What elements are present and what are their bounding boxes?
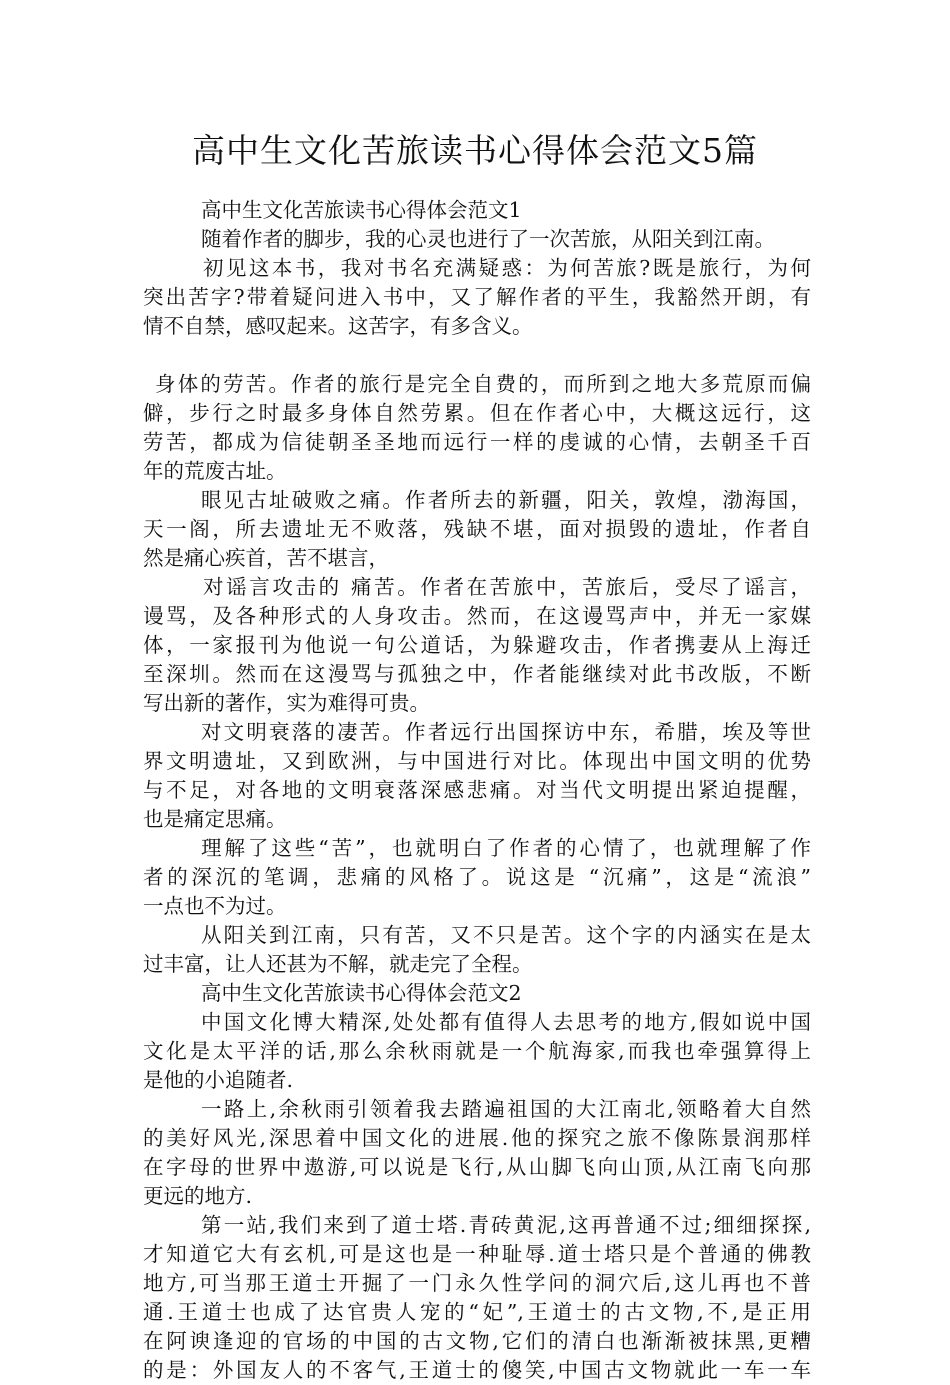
text-line: 在字母的世界中遨游,可以说是飞行,从山脚飞向山顶,从江南飞向那 <box>143 1155 811 1179</box>
text-line: 与不足，对各地的文明衰落深感悲痛。对当代文明提出紧迫提醒， <box>143 778 811 802</box>
text-line: 的美好风光,深思着中国文化的进展.他的探究之旅不像陈景润那样 <box>143 1126 811 1150</box>
text-line: 体，一家报刊为他说一句公道话，为躲避攻击，作者携妻从上海迁 <box>143 633 811 657</box>
blank-line <box>143 341 811 370</box>
text-line: 是他的小追随者. <box>143 1068 294 1092</box>
text-line: 的是：外国友人的不客气,王道士的傻笑,中国古文物就此一车一车 <box>143 1358 811 1382</box>
text-line: 才知道它大有玄机,可是这也是一种耻辱.道士塔只是个普通的佛教 <box>143 1242 811 1266</box>
text-line: 至深圳。然而在这漫骂与孤独之中，作者能继续对此书改版，不断 <box>143 662 811 686</box>
text-line: 一路上,余秋雨引领着我去踏遍祖国的大江南北,领略着大自然 <box>201 1097 811 1121</box>
text-line: 写出新的著作，实为难得可贵。 <box>143 691 430 715</box>
text-line: 对谣言攻击的 痛苦。作者在苦旅中，苦旅后，受尽了谣言， <box>203 575 811 599</box>
document-title: 高中生文化苦旅读书心得体会范文5篇 <box>192 131 758 170</box>
text-line: 然是痛心疾首，苦不堪言， <box>143 546 389 570</box>
text-line: 过丰富，让人还甚为不解，就走完了全程。 <box>143 952 533 976</box>
text-line: 眼见古址破败之痛。作者所去的新疆，阳关，敦煌，渤海国， <box>201 488 811 512</box>
text-line: 理解了这些“苦”，也就明白了作者的心情了，也就理解了作 <box>201 836 811 860</box>
text-line: 对文明衰落的凄苦。作者远行出国探访中东，希腊，埃及等世 <box>201 720 811 744</box>
text-line: 情不自禁，感叹起来。这苦字，有多含义。 <box>143 314 533 338</box>
text-line: 劳苦，都成为信徒朝圣圣地而远行一样的虔诚的心情，去朝圣千百 <box>143 430 811 454</box>
text-line: 从阳关到江南，只有苦，又不只是苦。这个字的内涵实在是太 <box>201 923 811 947</box>
text-line: 谩骂，及各种形式的人身攻击。然而，在这谩骂声中，并无一家媒 <box>143 604 811 628</box>
document-body <box>143 196 811 1385</box>
text-line: 年的荒废古址。 <box>143 459 287 483</box>
text-line: 通.王道士也成了达官贵人宠的“妃”,王道士的古文物,不,是正用 <box>143 1300 811 1324</box>
text-line: 也是痛定思痛。 <box>143 807 287 831</box>
text-line: 界文明遗址，又到欧洲，与中国进行对比。体现出中国文明的优势 <box>143 749 811 773</box>
text-line: 突出苦字?带着疑问进入书中，又了解作者的平生，我豁然开朗，有 <box>143 285 811 309</box>
text-line: 天一阁，所去遗址无不败落，残缺不堪，面对损毁的遗址，作者自 <box>143 517 811 541</box>
text-line: 初见这本书，我对书名充满疑惑：为何苦旅?既是旅行，为何 <box>203 256 811 280</box>
text-line: 一点也不为过。 <box>143 894 287 918</box>
text-line: 中国文化博大精深,处处都有值得人去思考的地方,假如说中国 <box>201 1010 811 1034</box>
text-line: 高中生文化苦旅读书心得体会范文2 <box>201 981 522 1005</box>
text-line: 随着作者的脚步，我的心灵也进行了一次苦旅，从阳关到江南。 <box>201 227 775 251</box>
text-line: 身体的劳苦。作者的旅行是完全自费的，而所到之地大多荒原而偏 <box>155 372 811 396</box>
text-line: 僻，步行之时最多身体自然劳累。但在作者心中，大概这远行，这 <box>143 401 811 425</box>
text-line: 高中生文化苦旅读书心得体会范文1 <box>201 198 522 222</box>
text-line: 文化是太平洋的话,那么余秋雨就是一个航海家,而我也牵强算得上 <box>143 1039 811 1063</box>
text-line: 在阿谀逢迎的官场的中国的古文物,它们的清白也渐渐被抹黑,更糟 <box>143 1329 811 1353</box>
text-line: 地方,可当那王道士开掘了一门永久性学问的洞穴后,这儿再也不普 <box>143 1271 811 1295</box>
text-line: 者的深沉的笔调，悲痛的风格了。说这是 “沉痛”，这是“流浪” <box>143 865 811 889</box>
text-line: 第一站,我们来到了道士塔.青砖黄泥,这再普通不过;细细探探, <box>201 1213 811 1237</box>
text-line: 更远的地方. <box>143 1184 253 1208</box>
